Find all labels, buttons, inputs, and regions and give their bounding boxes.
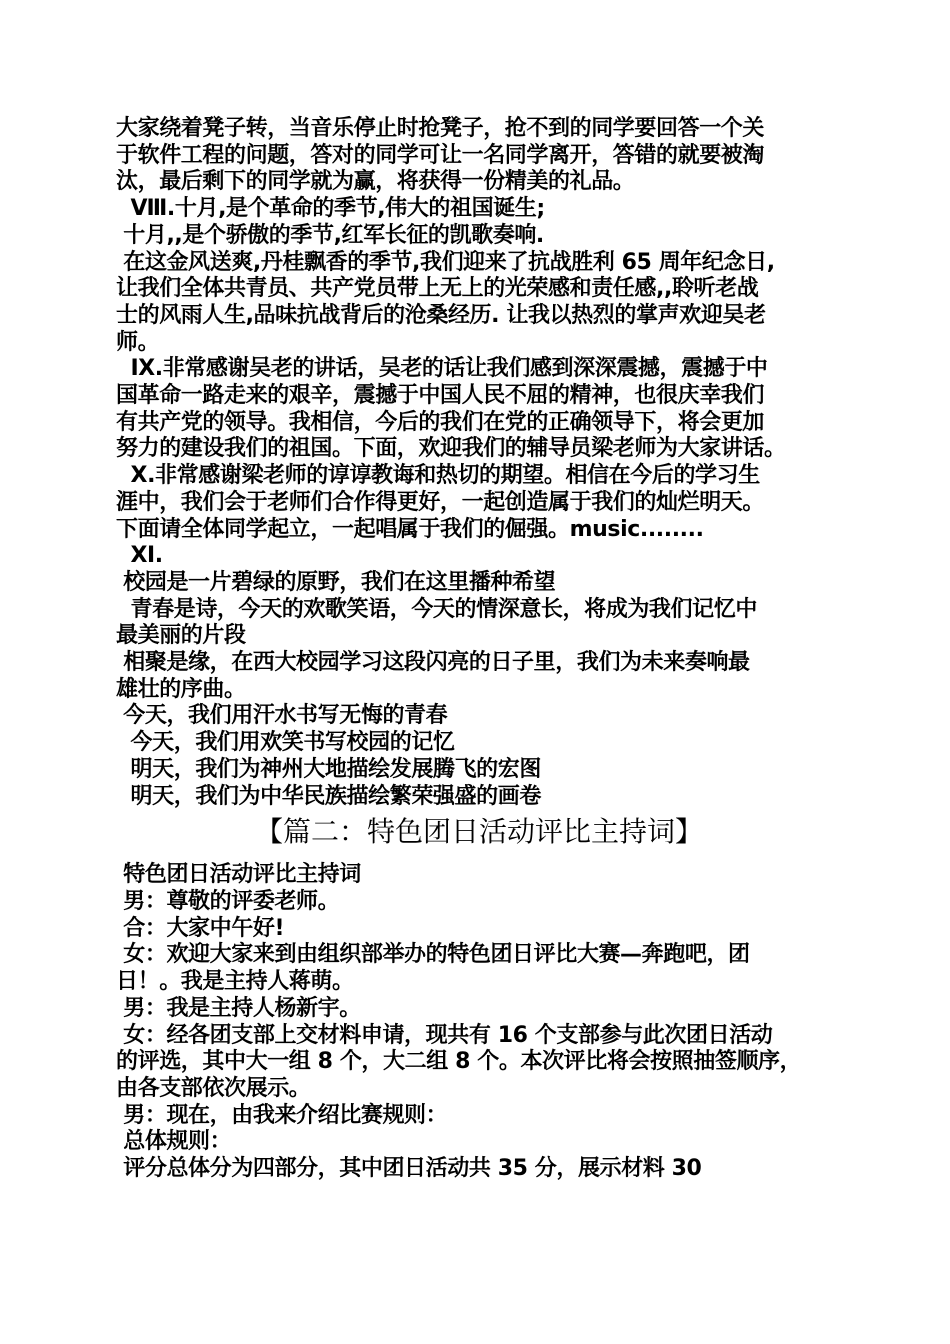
text-line: 努力的建设我们的祖国。下面，欢迎我们的辅导员梁老师为大家讲话。 (116, 436, 786, 462)
text-line: 男：尊敬的评委老师。 (116, 888, 340, 914)
text-line: 女：欢迎大家来到由组织部举办的特色团日评比大赛—奔跑吧，团 (116, 942, 750, 968)
text-line: 明天，我们为中华民族描绘繁荣强盛的画卷 (116, 783, 541, 809)
text-line: 的评选，其中大一组 8 个，大二组 8 个。本次评比将会按照抽签顺序， (116, 1049, 802, 1075)
text-line: 于软件工程的问题，答对的同学可让一名同学离开，答错的就要被淘 (116, 142, 765, 168)
text-line: 最美丽的片段 (116, 623, 246, 649)
text-line: 青春是诗，今天的欢歌笑语，今天的情深意长，将成为我们记忆中 (116, 596, 757, 622)
text-line: 相聚是缘，在西大校园学习这段闪亮的日子里，我们为未来奏响最 (116, 650, 750, 676)
text-line: Ⅹ.非常感谢梁老师的谆谆教诲和热切的期望。相信在今后的学习生 (116, 463, 760, 489)
text-line: 汰，最后剩下的同学就为赢，将获得一份精美的礼品。 (116, 169, 635, 195)
text-line: Ⅷ.十月,是个革命的季节,伟大的祖国诞生; (116, 196, 545, 222)
section-two-text (116, 862, 842, 1182)
text-line: 大家绕着凳子转，当音乐停止时抢凳子，抢不到的同学要回答一个关 (116, 116, 765, 141)
text-line: 师。 (116, 329, 160, 355)
section-heading: 【篇二：特色团日活动评比主持词】 (254, 815, 703, 849)
text-line: 男：我是主持人杨新宇。 (116, 995, 361, 1021)
text-line: Ⅸ.非常感谢吴老的讲话，吴老的话让我们感到深深震撼，震撼于中 (116, 356, 768, 382)
text-line: 女：经各团支部上交材料申请，现共有 16 个支部参与此次团日活动 (116, 1022, 773, 1048)
text-line: 今天，我们用欢笑书写校园的记忆 (116, 730, 455, 756)
text-line: 男：现在，由我来介绍比赛规则： (116, 1102, 448, 1128)
document-body (116, 116, 842, 1183)
text-line: 校园是一片碧绿的原野，我们在这里播种希望 (116, 569, 556, 595)
text-line: 明天，我们为神州大地描绘发展腾飞的宏图 (116, 756, 541, 782)
section-one-text (116, 116, 842, 810)
text-line: 涯中，我们会于老师们合作得更好，一起创造属于我们的灿烂明天。 (116, 489, 765, 515)
text-line: 特色团日活动评比主持词 (116, 862, 361, 888)
text-line: 有共产党的领导。我相信，今后的我们在党的正确领导下，将会更加 (116, 409, 765, 435)
text-line: 评分总体分为四部分，其中团日活动共 35 分，展示材料 30 (116, 1156, 702, 1182)
text-line: 总体规则： (116, 1129, 232, 1155)
text-line: 让我们全体共青员、共产党员带上无上的光荣感和责任感,,聆听老战 (116, 276, 759, 302)
text-line: 十月,,是个骄傲的季节,红军长征的凯歌奏响. (116, 222, 544, 248)
text-line: 下面请全体同学起立，一起唱属于我们的倔强。music........ (116, 516, 704, 542)
text-line: Ⅺ. (116, 543, 163, 569)
text-line: 国革命一路走来的艰辛，震撼于中国人民不屈的精神，也很庆幸我们 (116, 383, 765, 409)
text-line: 士的风雨人生,品味抗战背后的沧桑经历. 让我以热烈的掌声欢迎吴老 (116, 302, 766, 328)
text-line: 合：大家中午好! (116, 915, 285, 941)
text-line: 今天，我们用汗水书写无悔的青春 (116, 703, 448, 729)
text-line: 由各支部依次展示。 (116, 1075, 311, 1101)
text-line: 在这金风送爽,丹桂飘香的季节,我们迎来了抗战胜利 65 周年纪念日, (116, 249, 775, 275)
text-line: 雄壮的序曲。 (116, 676, 246, 702)
text-line: 日！。我是主持人蒋萌。 (116, 969, 354, 995)
